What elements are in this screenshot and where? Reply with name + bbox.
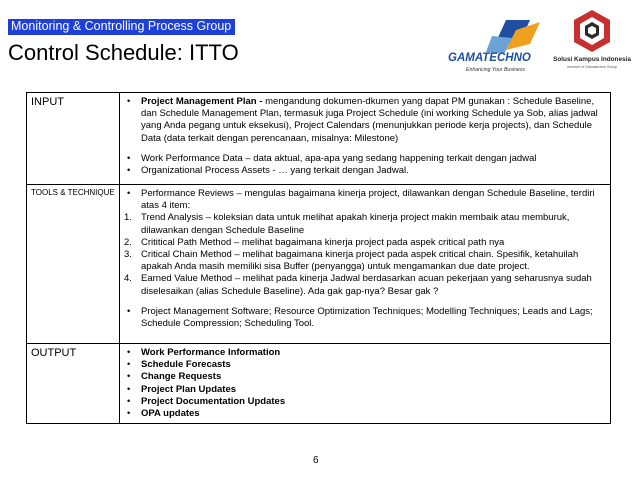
gamatechno-logo-icon — [446, 16, 548, 74]
tools-row — [27, 185, 611, 344]
input-item: • Organizational Process Assets - … yang terkait dengan Jadwal. — [124, 165, 606, 177]
itto-table — [26, 92, 611, 424]
list-item: 4. Earned Value Method – melihat pada kinerja Jadwal berdasarkan acuan pekerjaan yang seharusnya sudah diselesaikan (alias Schedule Baseline). Ada gak gap-nya? Besar gak ? — [124, 273, 592, 297]
tools-intro: • Performance Reviews – mengulas bagaimana kinerja project, dilawankan dengan Schedule Baseline, terdiri atas 4 item: — [124, 188, 606, 212]
input-row — [27, 93, 611, 185]
list-item: 1. Trend Analysis – koleksian data untuk melihat apakah kinerja project makin membaik atau memburuk, dilawankan dengan Schedule Baseline — [124, 212, 570, 236]
gamatechno-tagline: Enhancing Your Business — [466, 67, 526, 73]
page-number: 6 — [313, 455, 319, 466]
solusi-hexagon-icon — [552, 8, 632, 54]
tools-content — [120, 185, 611, 344]
output-item: • Work Performance Information — [124, 347, 606, 359]
output-item: • Project Plan Updates — [124, 384, 606, 396]
output-item: • Change Requests — [124, 371, 606, 383]
input-label: INPUT — [27, 93, 120, 185]
output-label: OUTPUT — [27, 344, 120, 424]
process-group-tag: Monitoring & Controlling Process Group — [8, 19, 235, 35]
solusi-name: Solusi Kampus Indonesia — [553, 56, 631, 63]
page-title: Control Schedule: ITTO — [8, 40, 239, 65]
output-item: • OPA updates — [124, 408, 606, 420]
output-item: • Schedule Forecasts — [124, 359, 606, 371]
input-item: • Work Performance Data – data aktual, apa-apa yang sedang happening terkait dengan jadwal — [124, 153, 606, 165]
input-content — [120, 93, 611, 185]
solusi-subtitle: member of Gamatechno Group — [567, 65, 617, 69]
output-row — [27, 344, 611, 424]
output-item: • Project Documentation Updates — [124, 396, 606, 408]
list-item: 3. Critical Chain Method – melihat bagaimana kinerja project pada aspek critical chain. Spesifik, ketahuilah apakah Anda masih memiliki sisa Buffer (penyangga) untuk mengamankan due date project. — [124, 249, 579, 273]
performance-review-list — [124, 212, 606, 297]
tools-software: • Project Management Software; Resource Optimization Techniques; Modelling Techniques; Leads and Lags; Schedule Compression; Scheduling Tool. — [124, 306, 606, 330]
input-item: • Project Management Plan - mengandung dokumen-dkumen yang dapat PM gunakan : Schedule Baseline, dan Schedule Management Plan, termasuk juga Project Schedule (ini working Schedule ya Sob, alias jadwal yang Anda pegang untuk eksekusi), Project Calendars (menunjukkan periode kerja projects), dan Schedule Data (data terkait dengan perencanaan, misalnya: Milestone) — [124, 96, 606, 145]
gamatechno-wordmark: GAMATECHNO — [448, 52, 531, 64]
tools-label: TOOLS & TECHNIQUE — [27, 185, 120, 344]
gamatechno-logo — [446, 16, 548, 74]
list-item: 2. Crititical Path Method – melihat bagaimana kinerja project pada aspek critical path nya — [124, 236, 505, 248]
output-content — [120, 344, 611, 424]
solusi-kampus-logo — [552, 8, 632, 74]
